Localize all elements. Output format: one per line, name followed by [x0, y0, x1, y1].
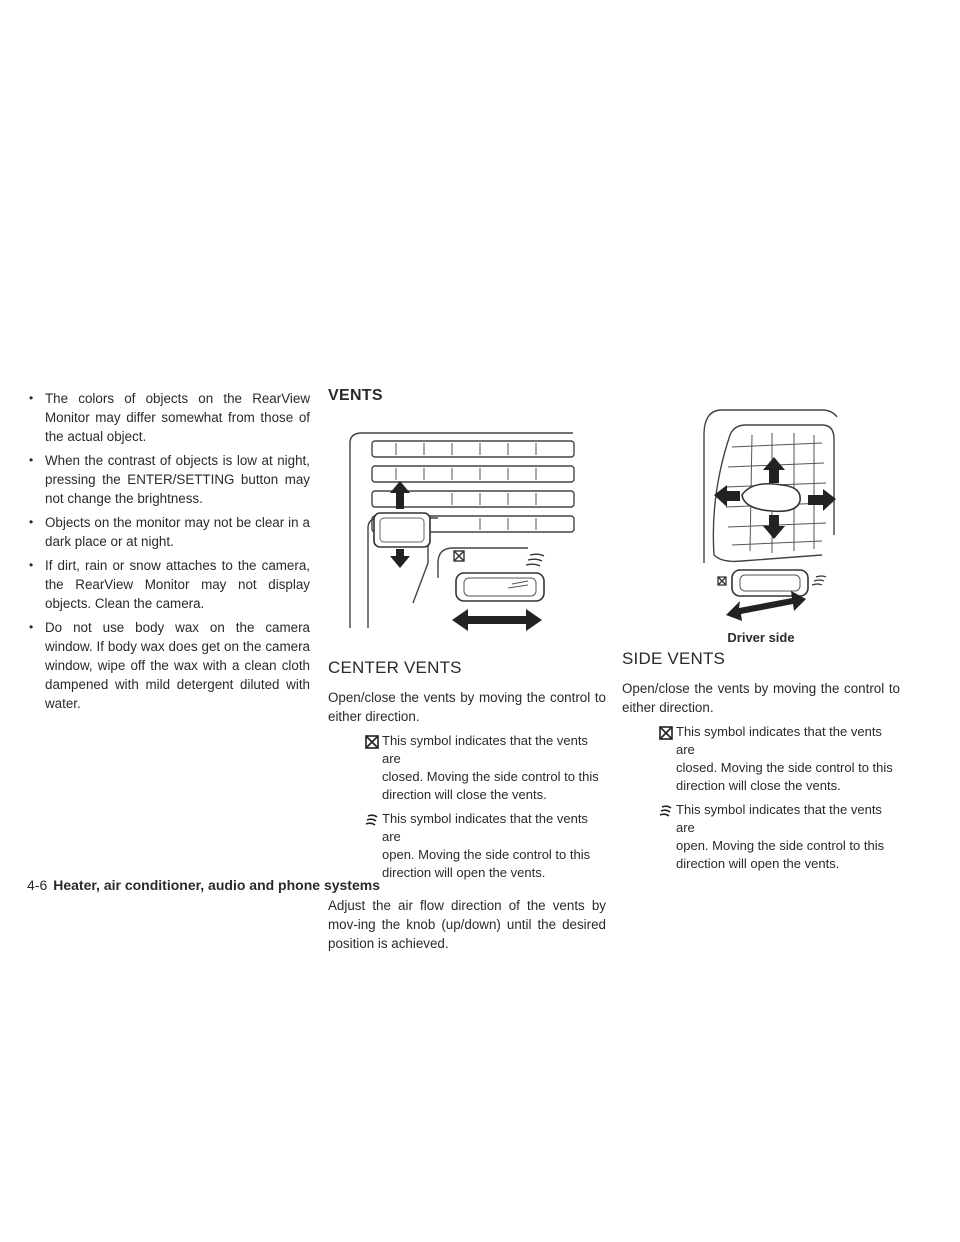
closed-line: closed. Moving the side control to this: [382, 769, 599, 784]
center-vents-illustration: [328, 413, 606, 648]
vent-closed-icon: [364, 734, 380, 750]
closed-line: direction will close the vents.: [676, 778, 841, 793]
rearview-notes-list: [27, 389, 310, 713]
open-line: This symbol indicates that the vents are: [382, 811, 588, 844]
list-item: • Objects on the monitor may not be clear in a dark place or at night.: [27, 513, 310, 551]
center-vents-title: CENTER VENTS: [328, 658, 462, 677]
list-item: • Do not use body wax on the camera window. If body wax does get on the camera window, wipe off the wax with a clean cloth dampened with mild detergent diluted with water.: [27, 618, 310, 713]
open-line: open. Moving the side control to this: [382, 847, 591, 862]
page-number: 4-6: [27, 877, 48, 893]
vent-open-icon: [658, 803, 674, 819]
closed-line: direction will close the vents.: [382, 787, 547, 802]
center-open-row: [364, 810, 606, 882]
side-vents-title: SIDE VENTS: [622, 649, 726, 668]
center-vents-column: [328, 387, 606, 953]
list-item: • When the contrast of objects is low at night, pressing the ENTER/SETTING button may not change the brightness.: [27, 451, 310, 508]
closed-line: This symbol indicates that the vents are: [382, 733, 588, 766]
side-open-row: [658, 801, 900, 873]
open-line: direction will open the vents.: [382, 865, 546, 880]
open-line: open. Moving the side control to this: [676, 838, 885, 853]
vent-open-icon: [364, 812, 380, 828]
closed-line: This symbol indicates that the vents are: [676, 724, 882, 757]
side-vents-illustration: [622, 405, 900, 630]
figure-caption: Driver side: [727, 630, 795, 645]
list-item: • If dirt, rain or snow attaches to the camera, the RearView Monitor may not display objects. Clean the camera.: [27, 556, 310, 613]
center-closed-text: [379, 732, 606, 804]
open-line: direction will open the vents.: [676, 856, 840, 871]
vent-closed-icon: [658, 725, 674, 741]
open-line: This symbol indicates that the vents are: [676, 802, 882, 835]
side-vents-intro: Open/close the vents by moving the control to either direction.: [622, 681, 900, 715]
side-vents-column: [622, 405, 900, 873]
section-title: VENTS: [328, 387, 383, 404]
side-closed-text: [673, 723, 900, 795]
page-footer: [27, 877, 380, 893]
side-closed-row: [658, 723, 900, 795]
left-column: [27, 389, 310, 718]
chapter-title: Heater, air conditioner, audio and phone systems: [53, 877, 380, 893]
center-vents-intro: Open/close the vents by moving the control to either direction.: [328, 690, 606, 724]
list-item: • The colors of objects on the RearView Monitor may differ somewhat from those of the actual object.: [27, 389, 310, 446]
closed-line: closed. Moving the side control to this: [676, 760, 893, 775]
center-adjust-text: Adjust the air flow direction of the vents by mov-ing the knob (up/down) until the desired position is achieved.: [328, 898, 606, 951]
side-open-text: [673, 801, 900, 873]
center-open-text: [379, 810, 606, 882]
center-closed-row: [364, 732, 606, 804]
